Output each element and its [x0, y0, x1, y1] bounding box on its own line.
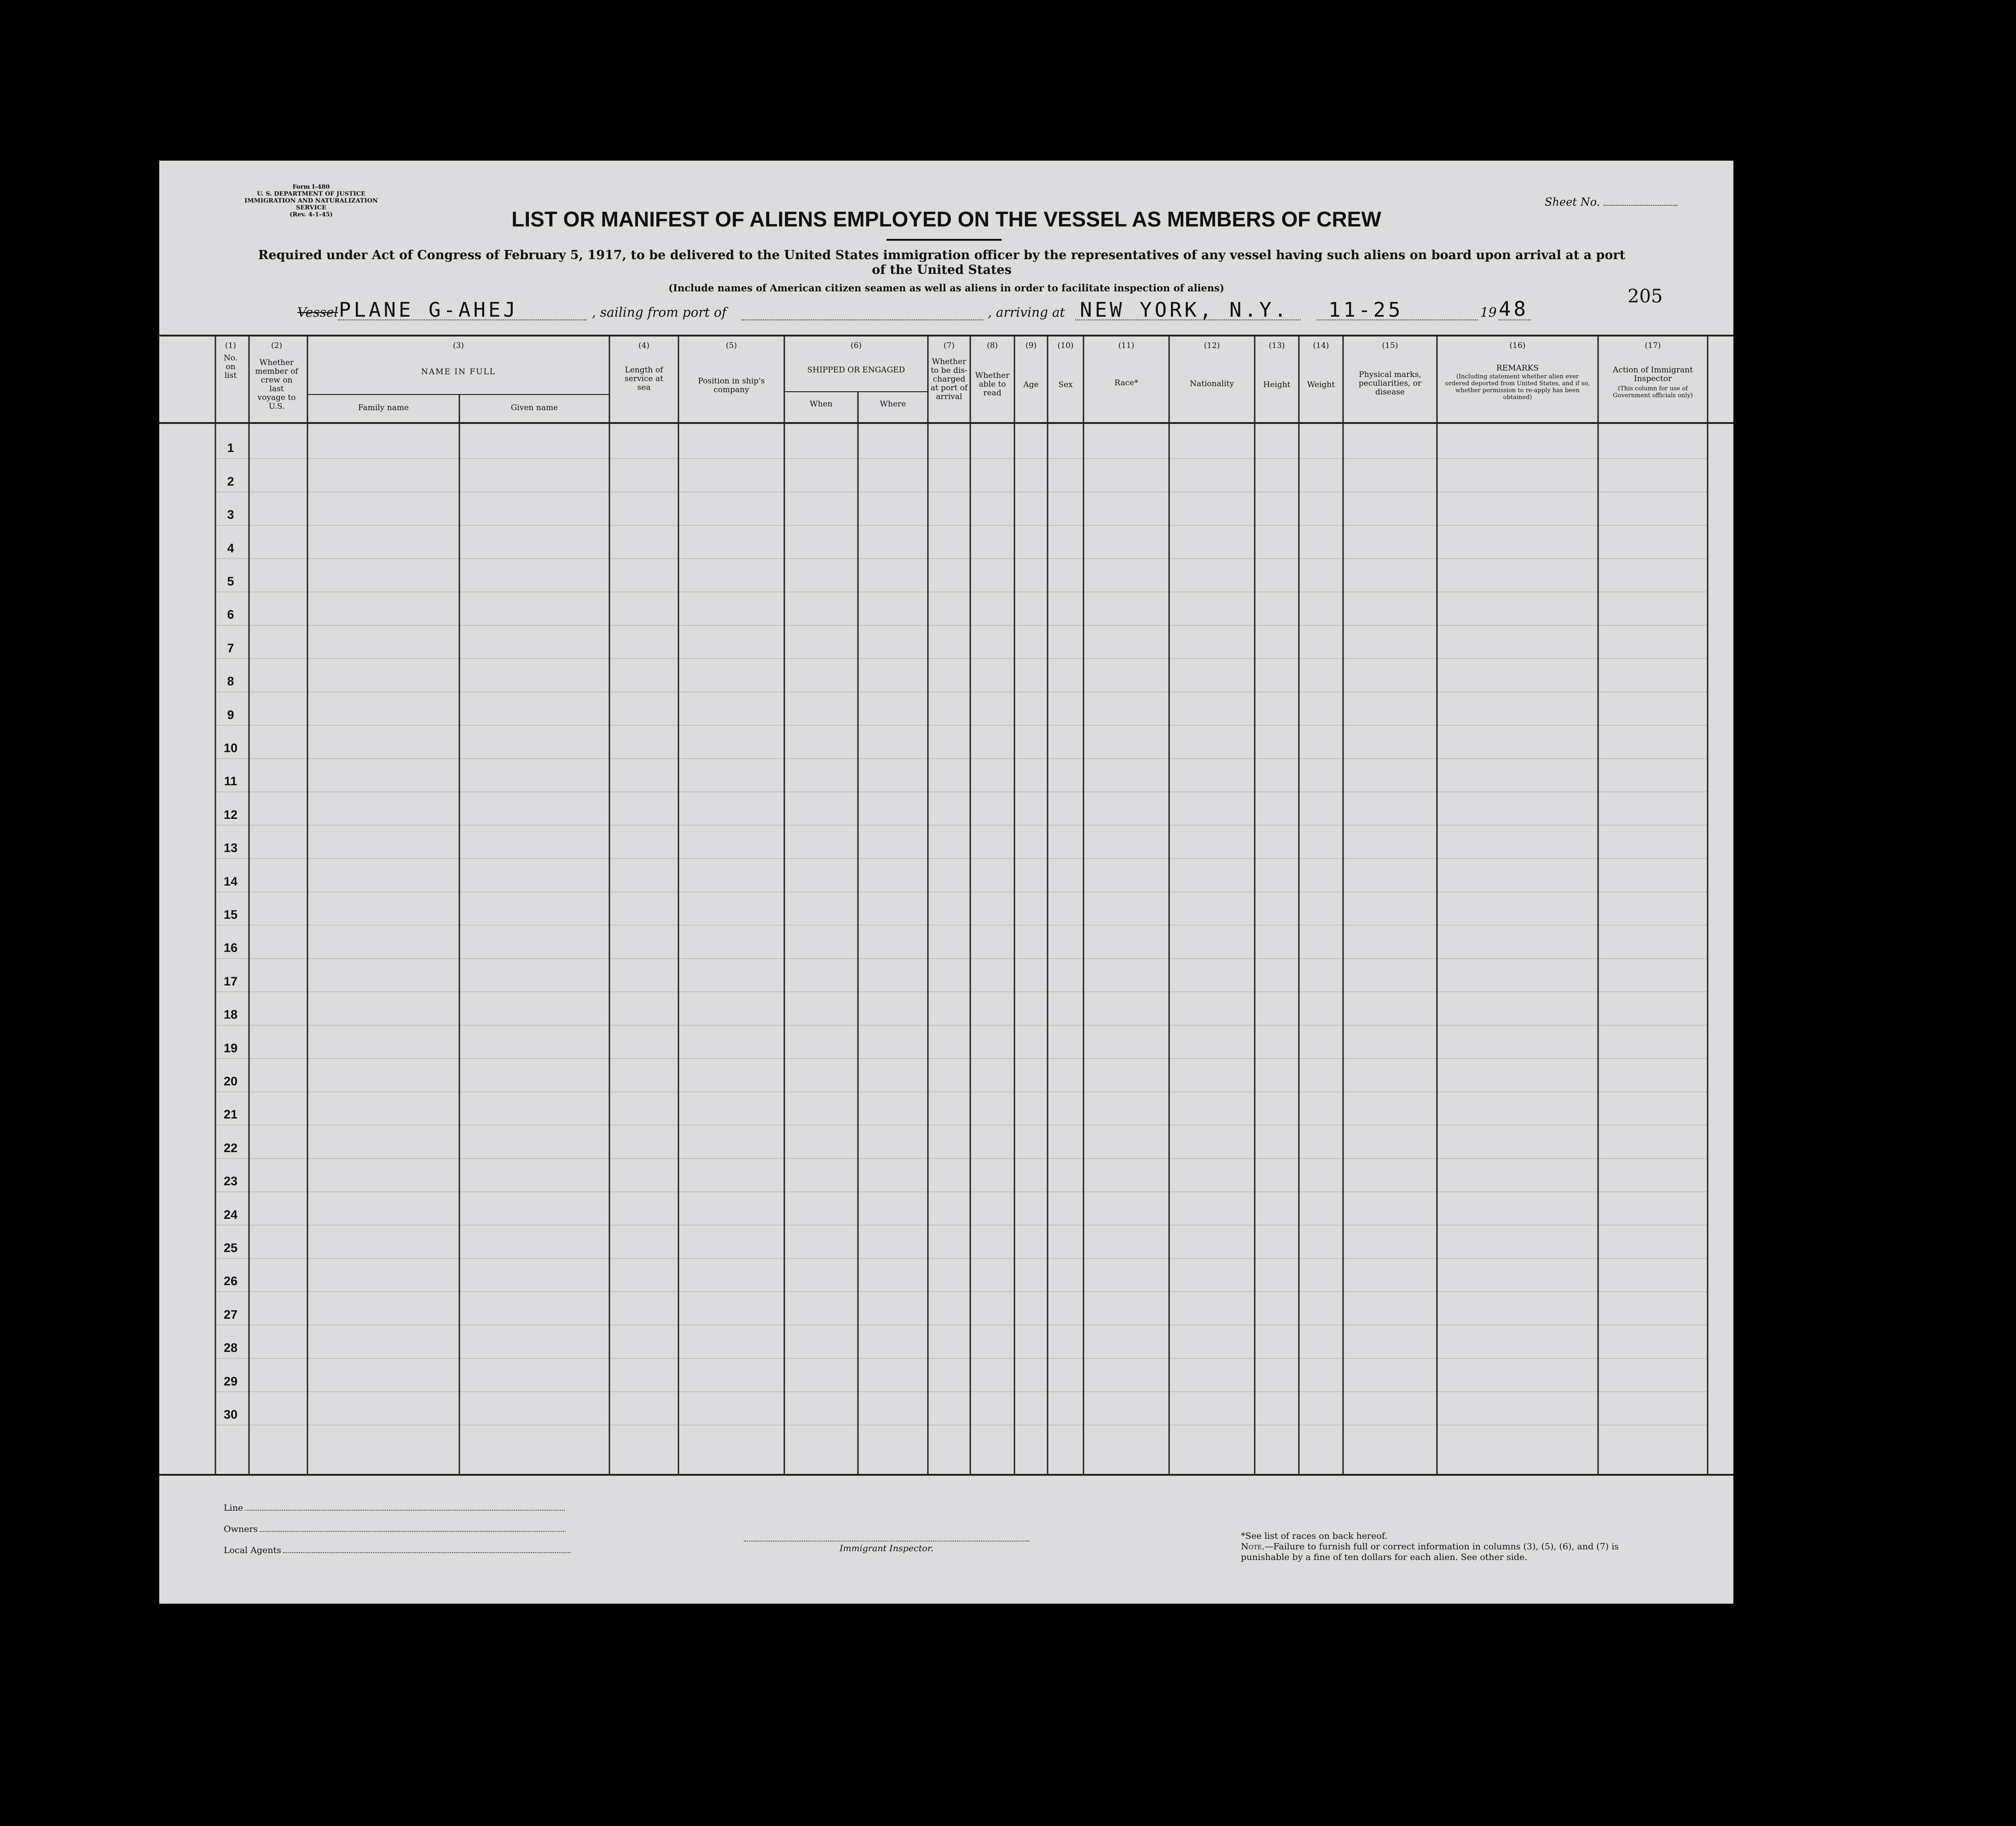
col-14-header: Weight — [1307, 380, 1335, 389]
col-11-header: Race* — [1114, 378, 1138, 388]
col-1-header: No. on list — [224, 354, 238, 380]
row-number: 19 — [223, 1041, 238, 1055]
immigrant-inspector-signature[interactable]: Immigrant Inspector. — [744, 1541, 1029, 1554]
col-1-number: (1) — [225, 341, 237, 350]
sailing-label: , sailing from port of — [592, 305, 727, 320]
row-number: 25 — [223, 1241, 238, 1255]
col-9-number: (9) — [1025, 341, 1037, 350]
row-number: 2 — [227, 474, 234, 488]
col-4-header: Length of service at sea — [625, 365, 663, 392]
footer-note — [1241, 1531, 1664, 1563]
col-8-number: (8) — [986, 341, 998, 350]
col-5-number: (5) — [725, 341, 737, 350]
col-6-number: (6) — [850, 341, 862, 350]
vessel-value[interactable]: PLANE G-AHEJ — [339, 298, 518, 322]
row-number: 13 — [223, 841, 238, 855]
col-15-number: (15) — [1382, 341, 1398, 350]
races-note: *See list of races on back hereof. — [1241, 1531, 1388, 1541]
col-16-header: REMARKS — [1496, 364, 1539, 373]
line-blank — [245, 1510, 565, 1511]
row-number: 18 — [223, 1008, 238, 1022]
fine-note — [1241, 1542, 1664, 1563]
arriving-label: , arriving at — [988, 305, 1065, 320]
row-number: 9 — [227, 707, 234, 722]
col-7-header: Whether to be dis-charged at port of arrival — [930, 357, 968, 401]
revision: (Rev. 4-1-45) — [290, 211, 333, 218]
note-text: —Failure to furnish full or correct information in columns (3), (5), (6), and (7) is punishable by a fine of ten dollars for each alien. See other side. — [1241, 1542, 1619, 1562]
sheet-number-label: Sheet No. — [1545, 196, 1600, 209]
col-12-header: Nationality — [1190, 379, 1234, 388]
page-title: LIST OR MANIFEST OF ALIENS EMPLOYED ON THE VESSEL AS MEMBERS OF CREW — [511, 207, 1381, 231]
col-12-number: (12) — [1204, 341, 1220, 350]
col-6-header: SHIPPED OR ENGAGED — [807, 365, 905, 375]
col-17-note: (This column for use of Government officials only) — [1613, 385, 1693, 399]
local-agents-label: Local Agents — [224, 1545, 281, 1555]
col-2-number: (2) — [271, 341, 283, 350]
form-number: Form I-480 — [292, 184, 330, 191]
vessel-label: Vessel — [297, 305, 338, 320]
note-label: Note. — [1241, 1542, 1265, 1552]
row-number: 11 — [224, 774, 238, 788]
col-8-header: Whether able to read — [975, 371, 1010, 398]
col-3-family-header: Family name — [358, 403, 409, 412]
row-number: 16 — [223, 941, 238, 955]
col-17-number: (17) — [1645, 341, 1661, 350]
row-number: 14 — [223, 874, 238, 888]
col-7-number: (7) — [943, 341, 955, 350]
row-number: 10 — [223, 741, 238, 755]
col-5-header: Position in ship's company — [698, 377, 765, 394]
col-3-header: NAME IN FULL — [421, 367, 496, 377]
row-number: 7 — [227, 641, 234, 655]
col-10-header: Sex — [1058, 380, 1073, 389]
requirement-text: Required under Act of Congress of February 5, 1917, to be delivered to the United States immigration officer by the representatives of any vessel having such aliens on board upon arrival at a port of the United States — [258, 248, 1626, 277]
row-number: 30 — [223, 1408, 238, 1421]
col-13-header: Height — [1263, 380, 1291, 389]
row-number: 8 — [227, 674, 234, 689]
row-number: 1 — [227, 441, 234, 455]
row-number: 20 — [223, 1074, 238, 1088]
col-3-number: (3) — [452, 341, 464, 350]
row-number: 12 — [223, 807, 238, 822]
owners-label: Owners — [224, 1524, 258, 1534]
owners-field[interactable] — [224, 1524, 566, 1534]
manifest-sheet — [159, 161, 1733, 1604]
row-number: 27 — [223, 1307, 238, 1322]
year-value[interactable]: 48 — [1499, 297, 1529, 321]
row-number: 21 — [223, 1107, 238, 1122]
arrival-date[interactable]: 11-25 — [1328, 298, 1403, 322]
col-11-number: (11) — [1118, 341, 1135, 350]
row-number: 24 — [223, 1207, 238, 1222]
row-number: 4 — [227, 541, 234, 555]
row-number: 28 — [223, 1341, 238, 1355]
col-9-header: Age — [1023, 380, 1039, 389]
col-3-given-header: Given name — [510, 403, 558, 412]
local-agents-blank — [283, 1552, 571, 1553]
service: IMMIGRATION AND NATURALIZATION SERVICE — [244, 197, 378, 211]
department: U. S. DEPARTMENT OF JUSTICE — [257, 191, 365, 197]
local-agents-field[interactable] — [224, 1545, 571, 1555]
col-16-note: (Including statement whether alien ever ordered deported from United States, and if so, whether permission to re-apply has been obtained) — [1445, 373, 1590, 401]
col-14-number: (14) — [1313, 341, 1329, 350]
col-17-header: Action of Immigrant Inspector — [1613, 365, 1693, 383]
col-2-header: Whether member of crew on last voyage to U.S. — [255, 358, 298, 411]
col-15-header: Physical marks, peculiarities, or disease — [1358, 370, 1422, 397]
row-number: 6 — [227, 608, 234, 622]
col-4-number: (4) — [638, 341, 650, 350]
row-number: 26 — [223, 1274, 238, 1288]
row-number: 15 — [223, 908, 238, 922]
line-field[interactable] — [224, 1503, 565, 1513]
line-label: Line — [224, 1503, 243, 1513]
row-number: 22 — [223, 1141, 238, 1155]
page-number: 205 — [1628, 286, 1663, 307]
col-10-number: (10) — [1057, 341, 1074, 350]
row-number: 17 — [223, 974, 238, 988]
col-13-number: (13) — [1269, 341, 1285, 350]
row-number: 3 — [227, 508, 234, 522]
col-6-when-header: When — [810, 400, 833, 409]
year-prefix: 19 — [1480, 305, 1497, 320]
row-number: 5 — [227, 574, 234, 588]
col-6-where-header: Where — [880, 400, 906, 409]
owners-blank — [260, 1531, 566, 1532]
row-number: 29 — [223, 1374, 238, 1388]
col-16-number: (16) — [1509, 341, 1526, 350]
arriving-value[interactable]: NEW YORK, N.Y. — [1080, 298, 1289, 322]
include-note: (Include names of American citizen seamen as well as aliens in order to facilitate inspection of aliens) — [668, 282, 1224, 294]
row-number: 23 — [223, 1174, 238, 1188]
